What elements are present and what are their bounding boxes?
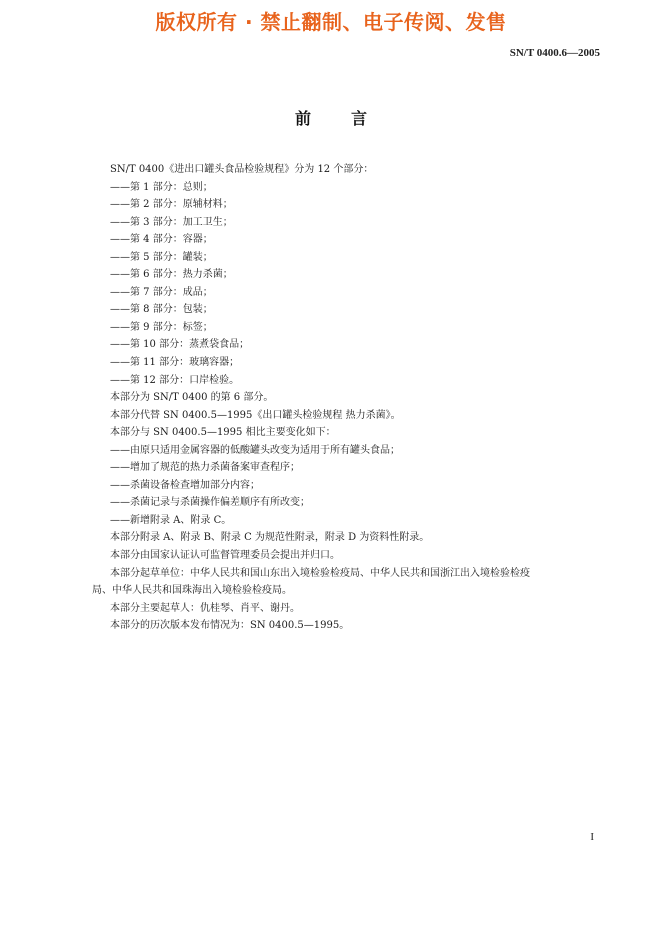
standard-number: SN/T 0400.6—2005	[509, 47, 600, 59]
foreword-heading: 前言	[294, 109, 407, 128]
list-item: ——第 5 部分：罐装；	[110, 251, 213, 263]
list-item: ——第 6 部分：热力杀菌；	[110, 269, 233, 281]
list-item: ——第 4 部分：容器；	[110, 234, 213, 246]
copyright-watermark: 版权所有 · 禁止翻制、电子传阅、发售	[155, 10, 507, 34]
history-statement: 本部分的历次版本发布情况为：SN 0400.5—1995。	[110, 620, 350, 632]
list-item: ——第 2 部分：原辅材料；	[110, 199, 233, 211]
part-statement: 本部分为 SN/T 0400 的第 6 部分。	[110, 392, 274, 404]
replacement-statement: 本部分代替 SN 0400.5—1995《出口罐头检验规程 热力杀菌》。	[110, 409, 401, 421]
foreword-body	[92, 161, 612, 635]
proposer-statement: 本部分由国家认证认可监督管理委员会提出并归口。	[110, 550, 340, 562]
parts-list	[92, 179, 612, 390]
list-item: ——第 12 部分：口岸检验。	[110, 374, 240, 386]
page-number: I	[590, 831, 594, 843]
list-item: ——第 1 部分：总则；	[110, 181, 213, 193]
list-item: ——第 11 部分：玻璃容器；	[110, 357, 240, 369]
drafting-units-line-2: 局、中华人民共和国珠海出入境检验检疫局。	[92, 585, 292, 597]
list-item: ——杀菌记录与杀菌操作偏差顺序有所改变；	[110, 497, 310, 509]
list-item: ——增加了规范的热力杀菌备案审查程序；	[110, 462, 300, 474]
list-item: ——第 9 部分：标签；	[110, 321, 213, 333]
list-item: ——第 10 部分：蒸煮袋食品；	[110, 339, 250, 351]
intro-paragraph: SN/T 0400《进出口罐头食品检验规程》分为 12 个部分：	[110, 164, 374, 175]
list-item: ——杀菌设备检查增加部分内容；	[110, 479, 260, 491]
changes-statement: 本部分与 SN 0400.5—1995 相比主要变化如下：	[110, 427, 336, 439]
drafting-units-line-1: 本部分起草单位：中华人民共和国山东出入境检验检疫局、中华人民共和国浙江出入境检验检疫	[110, 567, 530, 579]
list-item: ——第 8 部分：包装；	[110, 304, 213, 316]
changes-list	[92, 442, 612, 530]
list-item: ——第 7 部分：成品；	[110, 286, 213, 298]
annex-statement: 本部分附录 A、附录 B、附录 C 为规范性附录，附录 D 为资料性附录。	[110, 532, 430, 544]
list-item: ——第 3 部分：加工卫生；	[110, 216, 233, 228]
list-item: ——新增附录 A、附录 C。	[110, 514, 232, 526]
drafters-statement: 本部分主要起草人：仇桂琴、肖平、谢丹。	[110, 602, 300, 614]
list-item: ——由原只适用金属容器的低酸罐头改变为适用于所有罐头食品；	[110, 444, 400, 456]
